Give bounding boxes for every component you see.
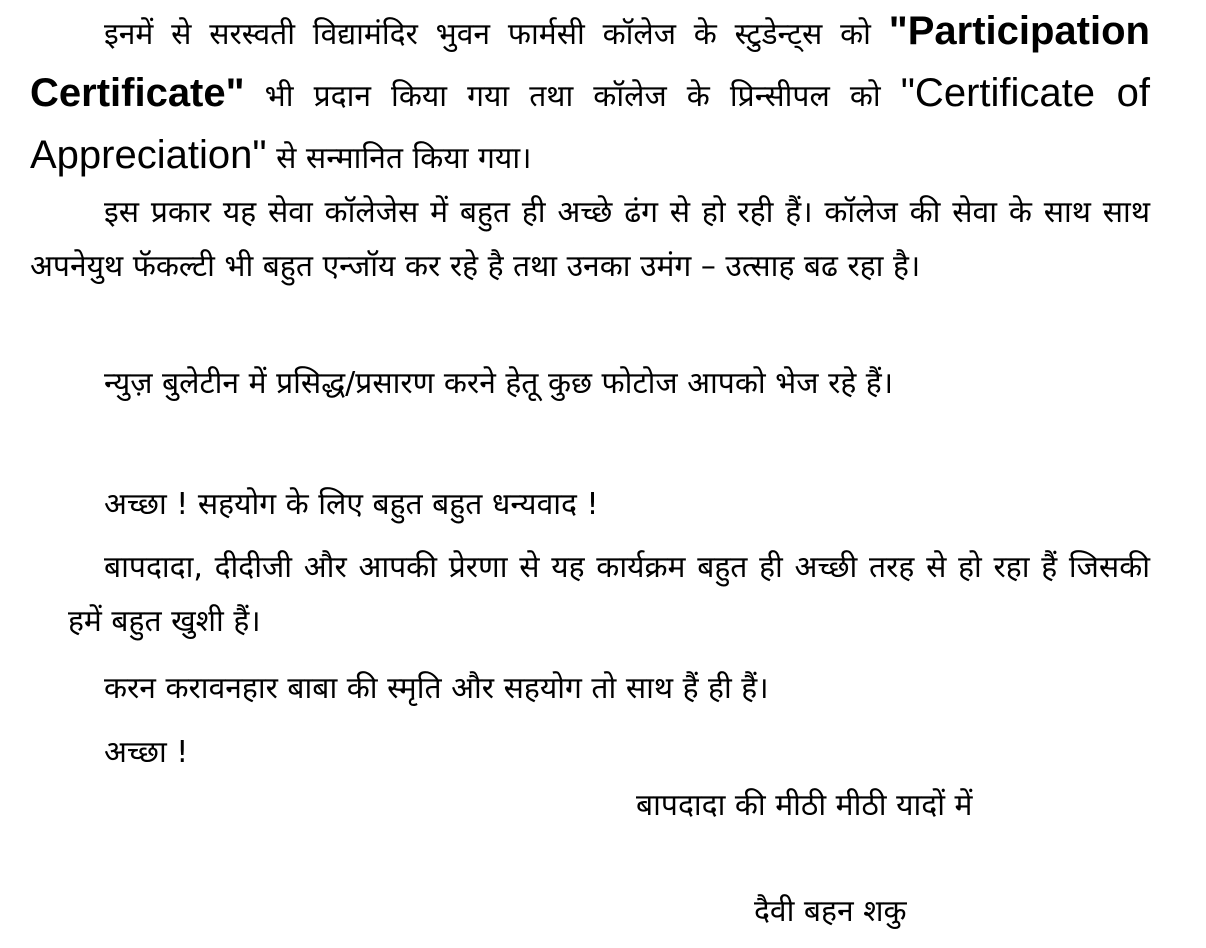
certificates-text-1: इनमें से सरस्वती विद्यामंदिर भुवन फार्मसी कॉलेज के स्टुडेन्ट्स को xyxy=(104,17,871,52)
paragraph-news-bulletin: न्युज़ बुलेटीन में प्रसिद्ध/प्रसारण करने हेतू कुछ फोटोज आपको भेज रहे हैं। xyxy=(104,366,894,401)
closing-line: बापदादा की मीठी मीठी यादों में xyxy=(636,788,973,823)
paragraph-achha: अच्छा ! xyxy=(104,735,189,770)
certificates-text-3: से सन्मानित किया गया। xyxy=(276,141,532,176)
paragraph-thanks: अच्छा ! सहयोग के लिए बहुत बहुत धन्यवाद ! xyxy=(104,487,599,522)
paragraph-remembrance: करन करावनहार बाबा की स्मृति और सहयोग तो साथ हैं ही हैं। xyxy=(104,671,769,706)
signature-name: दैवी बहन शकु xyxy=(754,894,907,929)
participation-certificate-text: "Participation Certificate" xyxy=(30,9,1150,115)
paragraph-inspiration: बापदादा, दीदीजी और आपकी प्रेरणा से यह कार्यक्रम बहुत ही अच्छी तरह से हो रहा हैं जिसकी हमें बहुत खुशी हैं। xyxy=(68,550,1150,639)
certificates-text-2: भी प्रदान किया गया तथा कॉलेज के प्रिन्सीपल को xyxy=(264,79,881,114)
appreciation-certificate-text: "Certificate of Appreciation" xyxy=(30,71,1150,177)
paragraph-certificates xyxy=(30,2,1150,188)
paragraph-college-service: इस प्रकार यह सेवा कॉलेजेस में बहुत ही अच्छे ढंग से हो रही हैं। कॉलेज की सेवा के साथ साथ अपनेयुथ फॅकल्टी भी बहुत एन्जॉय कर रहे है तथा उनका उमंग – उत्साह बढ रहा है। xyxy=(30,195,1150,284)
